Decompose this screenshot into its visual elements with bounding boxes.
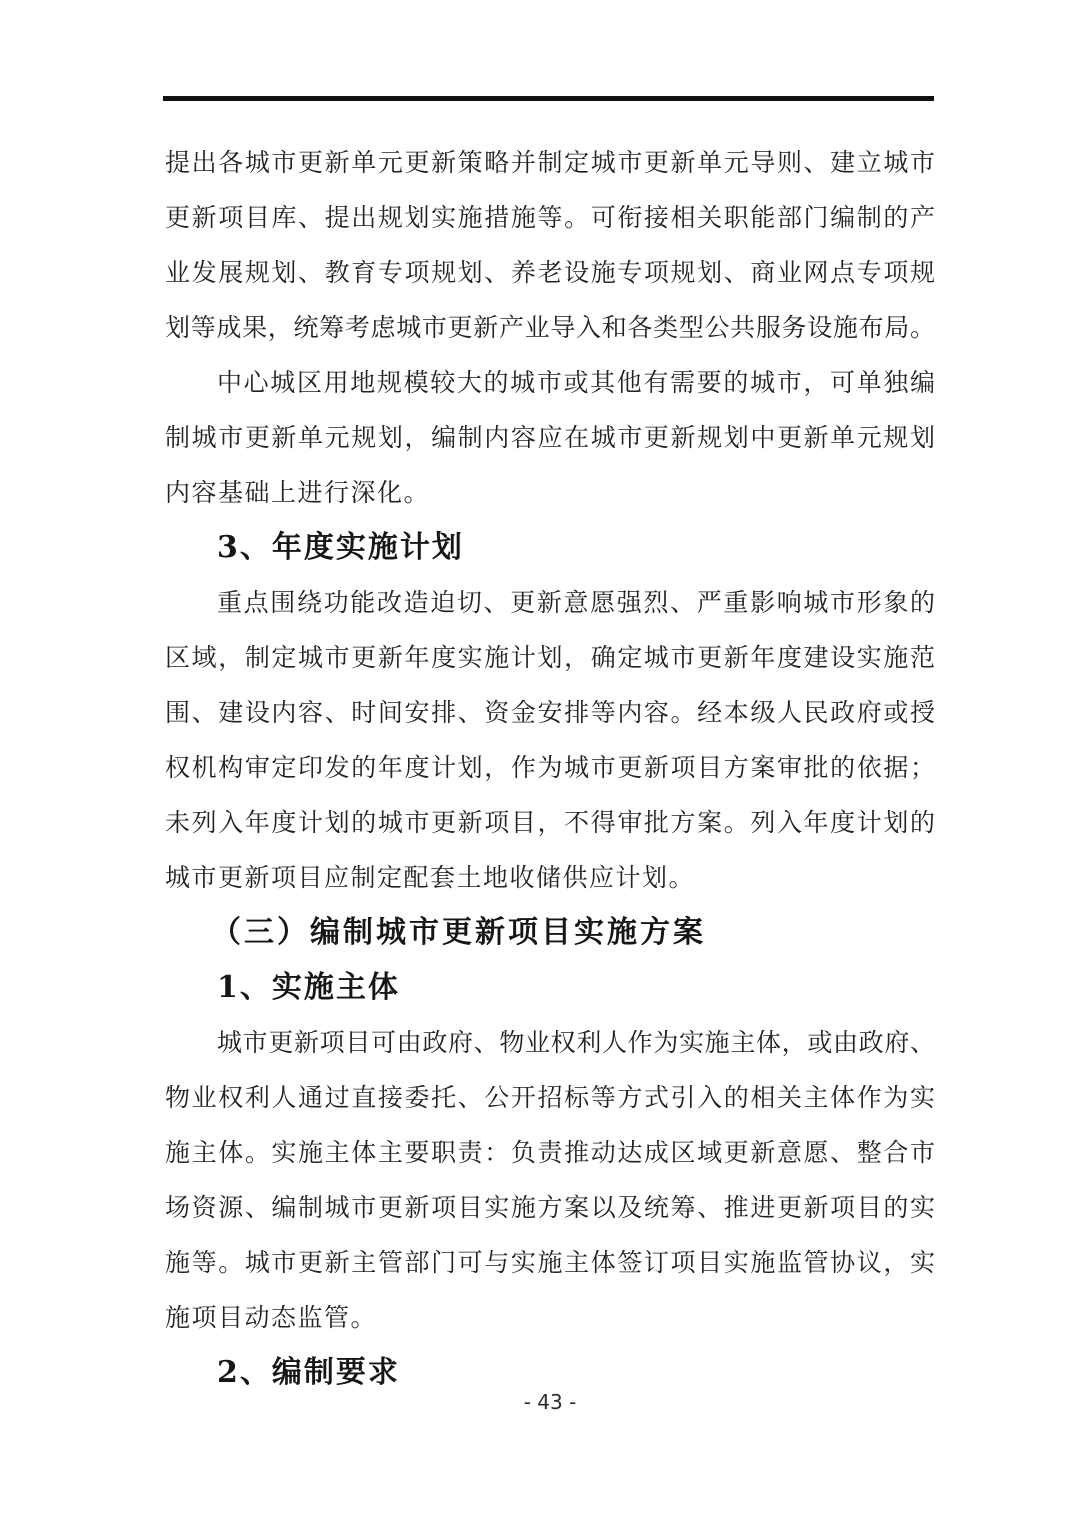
- text-line: 场资源、编制城市更新项目实施方案以及统筹、推进更新项目的实: [165, 1193, 935, 1222]
- text-line: 物业权利人通过直接委托、公开招标等方式引入的相关主体作为实: [165, 1083, 935, 1112]
- text-line: 划等成果，统筹考虑城市更新产业导入和各类型公共服务设施布局。: [165, 313, 935, 342]
- text-line: 未列入年度计划的城市更新项目，不得审批方案。列入年度计划的: [165, 808, 935, 837]
- paragraph: [165, 575, 935, 905]
- section-heading-implementation-scheme: （三）编制城市更新项目实施方案: [211, 915, 706, 950]
- section-heading-annual-plan: 3、年度实施计划: [217, 530, 464, 565]
- text-line: 城市更新项目可由政府、物业权利人作为实施主体，或由政府、: [217, 1028, 935, 1057]
- document-body: [165, 135, 935, 1400]
- section-heading-compilation-requirements: 2、编制要求: [217, 1355, 400, 1390]
- text-line: 重点围绕功能改造迫切、更新意愿强烈、严重影响城市形象的: [217, 588, 935, 617]
- text-line: 区域，制定城市更新年度实施计划，确定城市更新年度建设实施范: [165, 643, 935, 672]
- section-heading-implementation-subject: 1、实施主体: [217, 970, 400, 1005]
- text-line: 提出各城市更新单元更新策略并制定城市更新单元导则、建立城市: [165, 148, 935, 177]
- text-line: 中心城区用地规模较大的城市或其他有需要的城市，可单独编: [217, 368, 935, 397]
- paragraph: [165, 355, 935, 520]
- text-line: 内容基础上进行深化。: [165, 478, 431, 507]
- header-rule: [163, 96, 934, 101]
- text-line: 施等。城市更新主管部门可与实施主体签订项目实施监管协议，实: [165, 1248, 935, 1277]
- page-footer: [165, 1390, 935, 1414]
- text-line: 城市更新项目应制定配套土地收储供应计划。: [165, 863, 696, 892]
- text-line: 更新项目库、提出规划实施措施等。可衔接相关职能部门编制的产: [165, 203, 935, 232]
- text-line: 权机构审定印发的年度计划，作为城市更新项目方案审批的依据；: [165, 753, 935, 782]
- text-line: 围、建设内容、时间安排、资金安排等内容。经本级人民政府或授: [165, 698, 935, 727]
- text-line: 制城市更新单元规划，编制内容应在城市更新规划中更新单元规划: [165, 423, 935, 452]
- text-line: 施项目动态监管。: [165, 1303, 378, 1332]
- paragraph: [165, 135, 935, 355]
- page-number: - 43 -: [523, 1390, 577, 1414]
- text-line: 业发展规划、教育专项规划、养老设施专项规划、商业网点专项规: [165, 258, 935, 287]
- text-line: 施主体。实施主体主要职责：负责推动达成区域更新意愿、整合市: [165, 1138, 935, 1167]
- paragraph: [165, 1015, 935, 1345]
